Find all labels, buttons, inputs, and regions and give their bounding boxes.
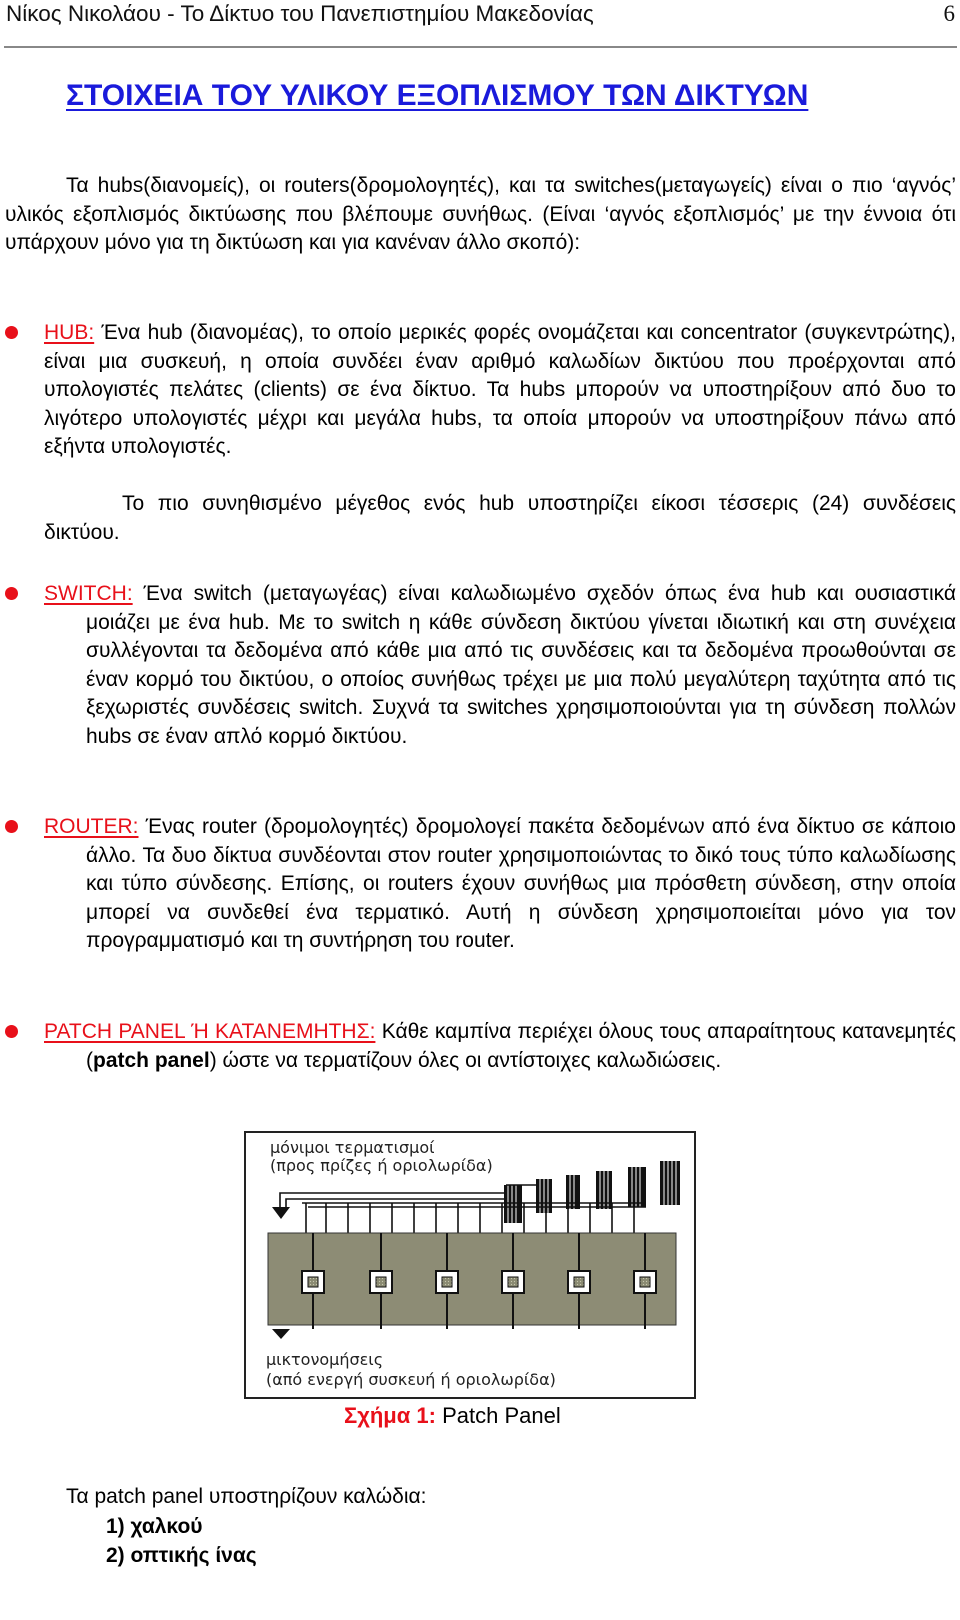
router-label: ROUTER: (44, 815, 139, 838)
patch-panel-diagram (246, 1133, 694, 1397)
figure-caption (344, 1403, 561, 1429)
bullet-dot (5, 1025, 18, 1038)
intro-paragraph: Τα hubs(διανομείς), οι routers(δρομολογητές), και τα switches(μεταγωγείς) είναι ο πιο ‘αγνός’ υλικός εξοπλισμός δικτύωσης που βλέπουμε συνήθως. (Είναι ‘αγνός εξοπλισμός’ με την έννοια ότι υπάρχουν μόνο για τη δικτύωση και για κανέναν άλλο σκοπό): (5, 174, 956, 254)
cable-bundle (628, 1167, 646, 1207)
patch-text-a: Κάθε καμπίνα περιέχει όλους τους απαραίτητους κατανεμητές ( (86, 1020, 956, 1072)
switch-text: Ένα switch (μεταγωγέας) είναι καλωδιωμένο σχεδόν όπως ένα hub και ουσιαστικά μοιάζει με ένα hub. Με το switch η κάθε σύνδεση δικτύου γίνεται ιδιωτική και στη συνέχεια συλλέγονται τα δεδομένα από κάθε μια από τις συνδέσεις και τα δεδομένα προωθούνται σε έναν κορμό του δικτύου, ο οποίος συνήθως τρέχει με μια πολύ μεγαλύτερη ταχύτητα από τις ξεχωριστές συνδέσεις switch. Συχνά τα switches χρησιμοποιούνται για τη σύνδεση πολλών hubs σε έναν απλό κορμό δικτύου. (86, 582, 956, 748)
router-paragraph (44, 813, 956, 956)
page-number: 6 (943, 1, 955, 26)
supports-text: Τα patch panel υποστηρίζουν καλώδια: (66, 1485, 427, 1508)
running-title: Νίκος Νικολάου - Το Δίκτυο του Πανεπιστημίου Μακεδονίας (6, 1, 594, 26)
wiring-lines (280, 1185, 646, 1233)
cable-bundle (660, 1161, 680, 1205)
bottom-label-1: μικτονομήσεις (266, 1350, 384, 1369)
panel-body (268, 1233, 676, 1325)
caption-text: Patch Panel (435, 1403, 561, 1428)
list-item: 1) χαλκού (106, 1515, 203, 1538)
port (302, 1271, 324, 1293)
cable-list (106, 1513, 257, 1570)
port (568, 1271, 590, 1293)
cable-bundle (504, 1185, 522, 1223)
bullet-dot (5, 326, 18, 339)
port (436, 1271, 458, 1293)
patch-panel-label: PATCH PANEL Ή ΚΑΤΑΝΕΜΗΤΗΣ: (44, 1020, 376, 1043)
hub-text: Ένα hub (διανομέας), το οποίο μερικές φορές ονομάζεται και concentrator (συγκεντρώτης), είναι μια συσκευή, η οποία συνδέει έναν αριθμό καλωδίων δικτύου που προέρχονται από υπολογιστές πελάτες (clients) σε ένα δίκτυο. Τα hubs μπορούν να υποστηρίξουν από δυο το λιγότερο υπολογιστές μέχρι και μεγάλα hubs, τα οποία μπορούν να υποστηρίξουν πάνω από εξήντα υπολογιστές. (44, 321, 956, 458)
switch-paragraph (44, 580, 956, 751)
cable-bundles (504, 1161, 680, 1223)
router-text: Ένας router (δρομολογητές) δρομολογεί πακέτα δεδομένων από ένα δίκτυο σε κάποιο άλλο. Τα δυο δίκτυα συνδέονται στον router χρησιμοποιώντας το δικό τους τύπο καλωδίωσης και τύπο σύνδεσης. Επίσης, οι routers έχουν συνήθως μια πρόσθετη σύνδεση, στην οποία μπορεί να συνδεθεί ένα τερματικό. Αυτή η σύνδεση χρησιμοποιείται μόνο για τον προγραμματισμό και τη συντήρηση του router. (86, 815, 956, 952)
hub-label: HUB: (44, 321, 95, 344)
section-title: ΣΤΟΙΧΕΙΑ ΤΟΥ ΥΛΙΚΟΥ ΕΞΟΠΛΙΣΜΟΥ ΤΩΝ ΔΙΚΤΥΩΝ (66, 79, 809, 112)
page-header (4, 0, 957, 48)
caption-number: Σχήμα 1: (344, 1403, 436, 1428)
port (370, 1271, 392, 1293)
hub-paragraph-2: Το πιο συνηθισμένο μέγεθος ενός hub υποστηρίζει είκοσι τέσσερις (24) συνδέσεις δικτύου. (44, 492, 956, 544)
bullet-dot (5, 820, 18, 833)
top-label-2: (προς πρίζες ή οριολωρίδα) (270, 1156, 493, 1175)
patch-panel-figure (244, 1131, 696, 1399)
list-item: 2) οπτικής ίνας (106, 1543, 257, 1567)
patch-panel-paragraph (44, 1018, 956, 1075)
port (502, 1271, 524, 1293)
switch-label: SWITCH: (44, 582, 133, 605)
port (634, 1271, 656, 1293)
patch-bold-term: patch panel (93, 1048, 210, 1072)
patch-text-b: ) ώστε να τερματίζουν όλες οι αντίστοιχες καλωδιώσεις. (209, 1048, 722, 1072)
hub-paragraph (44, 319, 956, 462)
bullet-dot (5, 587, 18, 600)
bottom-label-2: (από ενεργή συσκευή ή οριολωρίδα) (266, 1370, 556, 1389)
top-label-1: μόνιμοι τερματισμοί (270, 1138, 435, 1157)
